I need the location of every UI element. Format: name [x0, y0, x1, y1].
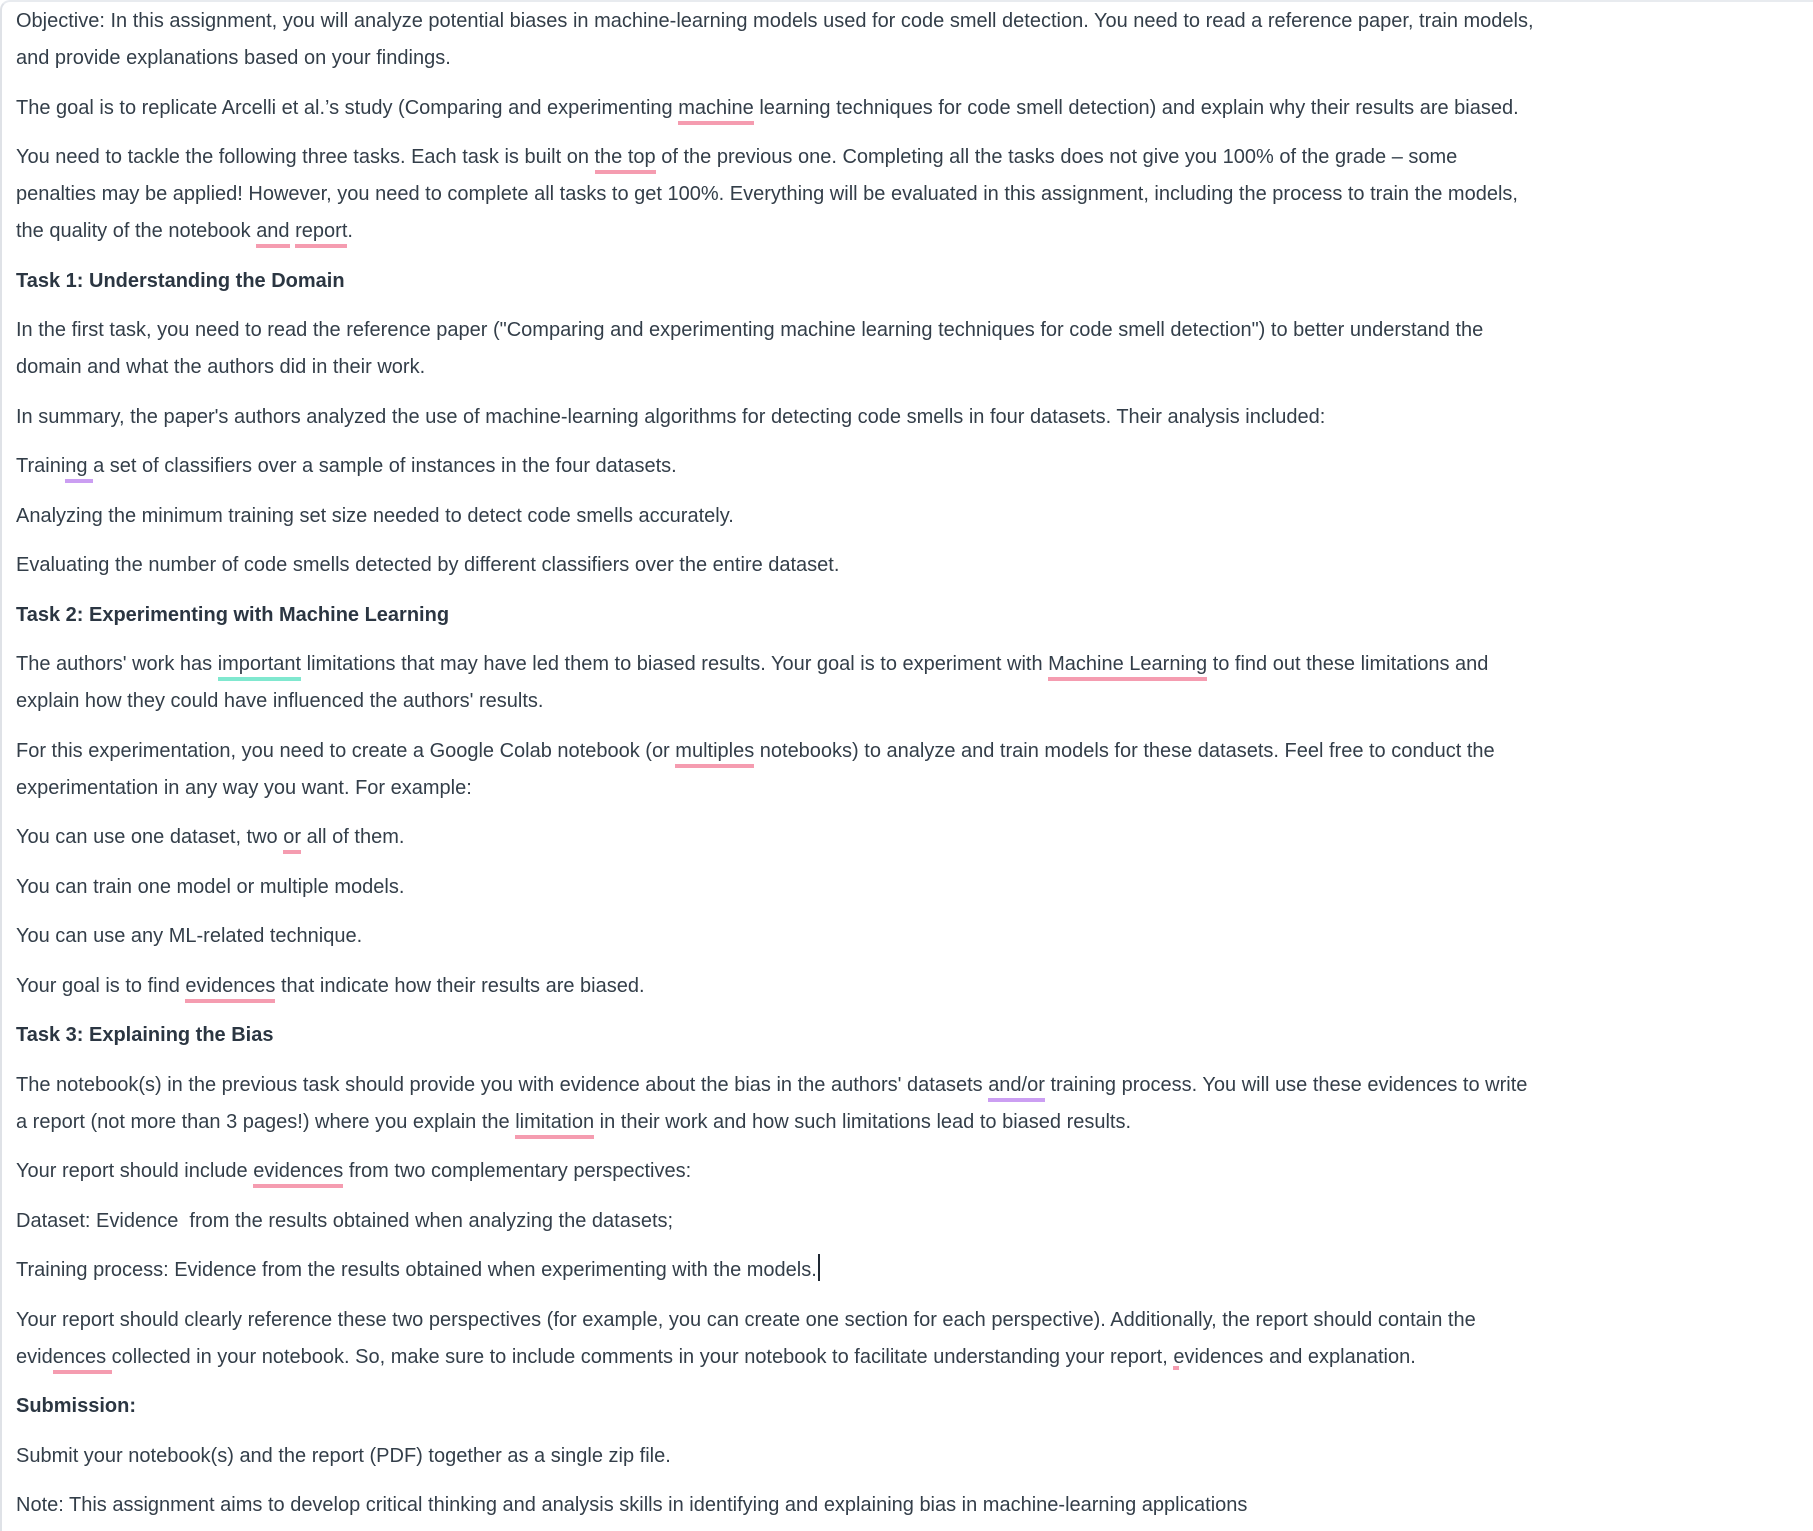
- section-heading-submission-heading: [16, 1388, 1803, 1425]
- paragraph-tasks-overview: [16, 139, 1803, 250]
- text-run: to find out these limitations and: [1207, 653, 1489, 675]
- text-run: limitations that may have led them to biased results. Your goal is to experiment with: [301, 653, 1049, 675]
- spellcheck-underline-pink: Machine Learning: [1048, 653, 1207, 681]
- text-run: You can train one model or multiple models.: [16, 875, 405, 898]
- text-run: Task 3: Explaining the Bias: [16, 1024, 274, 1046]
- text-run: domain and what the authors did in their work.: [16, 356, 426, 378]
- text-run: a report (not more than 3 pages!) where you explain the: [16, 1110, 516, 1133]
- spellcheck-underline-pink: evidences: [185, 975, 275, 1003]
- text-run: Analyzing the minimum training set size needed to detect code smells accurately.: [16, 504, 734, 527]
- text-run: Traini: [16, 455, 66, 477]
- paragraph-task-3-report: [16, 1153, 1803, 1190]
- paragraph-task-1-summary: [16, 399, 1803, 436]
- text-run: Task 1: Understanding the Domain: [16, 269, 345, 292]
- text-run: You can use one dataset, two: [16, 826, 284, 848]
- text-run: Dataset: Evidence from the results obtained when analyzing the datasets;: [16, 1209, 674, 1232]
- text-run: notebooks) to analyze and train models for these datasets. Feel free to conduct the: [754, 739, 1495, 762]
- paragraph-task-2-option-models: [16, 869, 1803, 906]
- text-run: Training process: Evidence from the results obtained when experimenting with the models.: [16, 1259, 817, 1281]
- text-run: The notebook(s) in the previous task should provide you with evidence about the bias in the authors' datasets: [16, 1073, 989, 1096]
- paragraph-task-2-colab: [16, 733, 1803, 807]
- text-run: that indicate how their results are biased.: [275, 974, 645, 997]
- spellcheck-underline-teal: important: [218, 653, 301, 681]
- spellcheck-underline-pink: evidences: [253, 1160, 343, 1188]
- text-run: Submission:: [16, 1395, 137, 1417]
- text-run: experimentation in any way you want. For example:: [16, 776, 472, 799]
- text-run: training process. You will use these evidences to write: [1044, 1073, 1528, 1096]
- spellcheck-underline-pink: ences: [53, 1346, 112, 1374]
- text-run: in their work and how such limitations lead to biased results.: [594, 1110, 1132, 1133]
- paragraph-goal: [16, 90, 1803, 127]
- text-run: .: [347, 220, 353, 242]
- paragraph-objective: [16, 3, 1803, 77]
- section-heading-task-2-heading: [16, 597, 1803, 634]
- spellcheck-underline-pink: or: [283, 826, 301, 854]
- spellcheck-underline-pink: limitation: [515, 1111, 594, 1139]
- text-run: Note: This assignment aims to develop critical thinking and analysis skills in identifying and explaining bias in machine-learning applications: [16, 1494, 1248, 1516]
- section-heading-task-3-heading: [16, 1017, 1803, 1054]
- text-run: vidences and explanation.: [1184, 1345, 1416, 1368]
- text-run: Your report should include: [16, 1160, 254, 1182]
- paragraph-note: [16, 1487, 1803, 1524]
- text-run: Your goal is to find: [16, 974, 186, 997]
- text-run: explain how they could have influenced the authors' results.: [16, 690, 544, 712]
- text-run: from two complementary perspectives:: [343, 1160, 692, 1182]
- paragraph-task-3-reference: [16, 1302, 1803, 1376]
- paragraph-task-1-intro: [16, 312, 1803, 386]
- paragraph-task-3-intro: [16, 1067, 1803, 1141]
- text-run: The goal is to replicate Arcelli et al.’s study (Comparing and experimenting: [16, 96, 679, 119]
- spellcheck-underline-pink-dot: e: [1173, 1345, 1185, 1368]
- paragraph-task-2-option-datasets: [16, 819, 1803, 856]
- text-run: In summary, the paper's authors analyzed the use of machine-learning algorithms for detecting code smells in four datasets. Their analysis included:: [16, 405, 1326, 428]
- text-cursor: [818, 1254, 821, 1281]
- text-run: all of them.: [301, 826, 405, 848]
- text-run: In the first task, you need to read the reference paper ("Comparing and experimenting machine learning techniques for code smell detection") to better understand the: [16, 319, 1484, 341]
- text-run: the quality of the notebook: [16, 220, 257, 242]
- text-run: learning techniques for code smell detection) and explain why their results are biased.: [753, 96, 1519, 119]
- paragraph-task-3-perspective-training: [16, 1252, 1803, 1289]
- text-run: The authors' work has: [16, 653, 218, 675]
- paragraph-task-3-perspective-dataset: [16, 1203, 1803, 1240]
- text-run: evid: [16, 1345, 53, 1368]
- text-run: a set of classifiers over a sample of instances in the four datasets.: [93, 455, 677, 477]
- text-run: Task 2: Experimenting with Machine Learning: [16, 603, 450, 626]
- text-run: of the previous one. Completing all the tasks does not give you 100% of the grade – some: [655, 146, 1458, 168]
- text-run: Submit your notebook(s) and the report (PDF) together as a single zip file.: [16, 1444, 671, 1467]
- text-run: For this experimentation, you need to create a Google Colab notebook (or: [16, 739, 676, 762]
- paragraph-task-1-item-analyzing: [16, 498, 1803, 535]
- text-run: Objective: In this assignment, you will analyze potential biases in machine-learning models used for code smell detection. You need to read a reference paper, train models,: [16, 10, 1534, 32]
- text-run: You need to tackle the following three tasks. Each task is built on: [16, 146, 595, 168]
- paragraph-task-1-item-training: [16, 448, 1803, 485]
- spellcheck-underline-purple: and/or: [988, 1074, 1045, 1102]
- paragraph-submission-instructions: [16, 1438, 1803, 1475]
- spellcheck-underline-pink: report: [295, 220, 347, 248]
- text-run: Evaluating the number of code smells detected by different classifiers over the entire dataset.: [16, 554, 840, 576]
- paragraph-task-2-goal: [16, 968, 1803, 1005]
- text-run: You can use any ML-related technique.: [16, 925, 363, 947]
- text-run: and provide explanations based on your findings.: [16, 47, 451, 69]
- paragraph-task-2-option-technique: [16, 918, 1803, 955]
- paragraph-task-2-intro: [16, 646, 1803, 720]
- text-run: penalties may be applied! However, you need to complete all tasks to get 100%. Everything will be evaluated in this assignment, including the process to train the models,: [16, 183, 1518, 205]
- section-heading-task-1-heading: [16, 263, 1803, 300]
- paragraph-task-1-item-evaluating: [16, 547, 1803, 584]
- spellcheck-underline-pink: and: [256, 220, 289, 248]
- spellcheck-underline-pink: the top: [595, 146, 656, 174]
- spellcheck-underline-purple: ng: [65, 455, 93, 483]
- spellcheck-underline-pink: multiples: [675, 740, 754, 768]
- text-run: collected in your notebook. So, make sure to include comments in your notebook to facilitate understanding your report,: [111, 1345, 1174, 1368]
- spellcheck-underline-pink: machine: [678, 97, 754, 125]
- text-run: Your report should clearly reference these two perspectives (for example, you can create one section for each perspective). Additionally, the report should contain the: [16, 1308, 1476, 1331]
